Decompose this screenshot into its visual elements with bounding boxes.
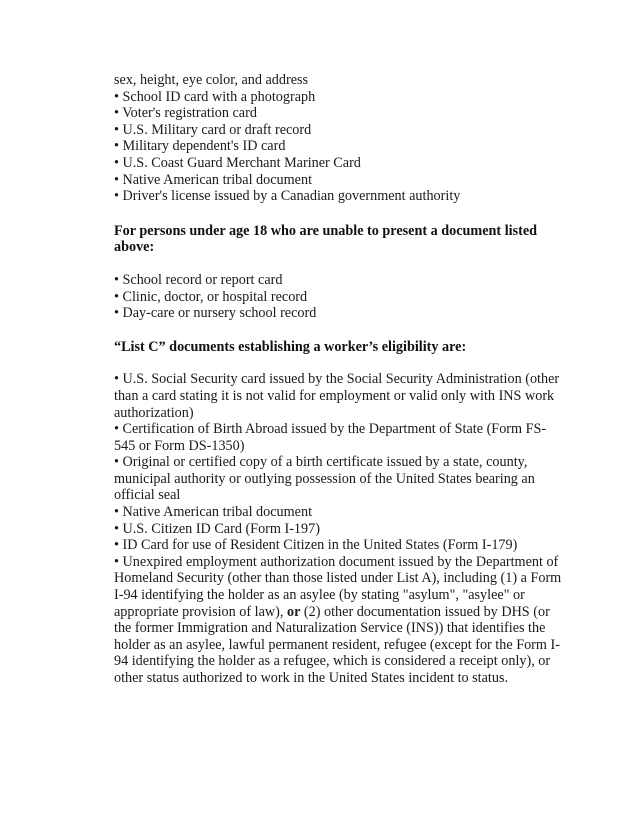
- continuation-text: sex, height, eye color, and address: [114, 72, 309, 88]
- list-item: • ID Card for use of Resident Citizen in the United States (Form I-179): [114, 537, 518, 554]
- list-item-continuation: holder as an asylee, lawful permanent resident, refugee (except for the Form I-: [114, 636, 560, 653]
- list-item: • School ID card with a photograph: [114, 88, 316, 105]
- list-item-continuation: municipal authority or outlying possession of the United States bearing an: [114, 470, 535, 487]
- list-item-continuation: authorization): [114, 404, 194, 421]
- list-c-heading: “List C” documents establishing a worker’s eligibility are:: [114, 338, 467, 355]
- list-item: • Day-care or nursery school record: [114, 305, 317, 322]
- text-run: appropriate provision of law),: [114, 603, 287, 620]
- list-item: • Clinic, doctor, or hospital record: [114, 288, 308, 305]
- list-item-continuation: [114, 604, 554, 621]
- list-item-continuation: 545 or Form DS-1350): [114, 437, 245, 454]
- emphasis-or: or: [286, 603, 301, 620]
- list-item: • Unexpired employment authorization document issued by the Department of: [114, 553, 559, 570]
- list-item: • Military dependent's ID card: [114, 138, 286, 155]
- list-item-continuation: I-94 identifying the holder as an asylee (by stating "asylum", "asylee" or: [114, 587, 525, 604]
- list-item-continuation: 94 identifying the holder as a refugee, which is considered a receipt only), or: [114, 653, 551, 670]
- list-item: • Original or certified copy of a birth certificate issued by a state, county,: [114, 454, 528, 471]
- under18-items: [114, 272, 554, 322]
- list-item-continuation: than a card stating it is not valid for employment or valid only with INS work: [114, 387, 555, 404]
- list-item-continuation: official seal: [114, 487, 181, 504]
- list-item: • Voter's registration card: [114, 105, 257, 122]
- list-item: • U.S. Social Security card issued by the Social Security Administration (other: [114, 371, 560, 388]
- list-c-items: [114, 371, 562, 686]
- list-item-continuation: other status authorized to work in the United States incident to status.: [114, 670, 509, 686]
- list-item-continuation: the former Immigration and Naturalization Service (INS)) that identifies the: [114, 620, 546, 637]
- list-b-items: [114, 89, 554, 205]
- document-page: [114, 72, 562, 687]
- list-item-continuation: Homeland Security (other than those listed under List A), including (1) a Form: [114, 570, 562, 587]
- list-item: • U.S. Coast Guard Merchant Mariner Card: [114, 154, 361, 171]
- list-item: • U.S. Military card or draft record: [114, 121, 312, 138]
- list-item: • Driver's license issued by a Canadian government authority: [114, 188, 461, 205]
- heading-line: For persons under age 18 who are unable to present a document listed: [114, 222, 538, 239]
- list-item: • Native American tribal document: [114, 504, 313, 521]
- list-item: • Certification of Birth Abroad issued by the Department of State (Form FS-: [114, 421, 547, 438]
- text-run: (2) other documentation issued by DHS (or: [300, 603, 550, 620]
- list-item: • School record or report card: [114, 271, 283, 288]
- under18-heading: [114, 223, 554, 256]
- list-item: • Native American tribal document: [114, 171, 313, 188]
- list-item: • U.S. Citizen ID Card (Form I-197): [114, 520, 320, 537]
- heading-line: above:: [114, 239, 155, 256]
